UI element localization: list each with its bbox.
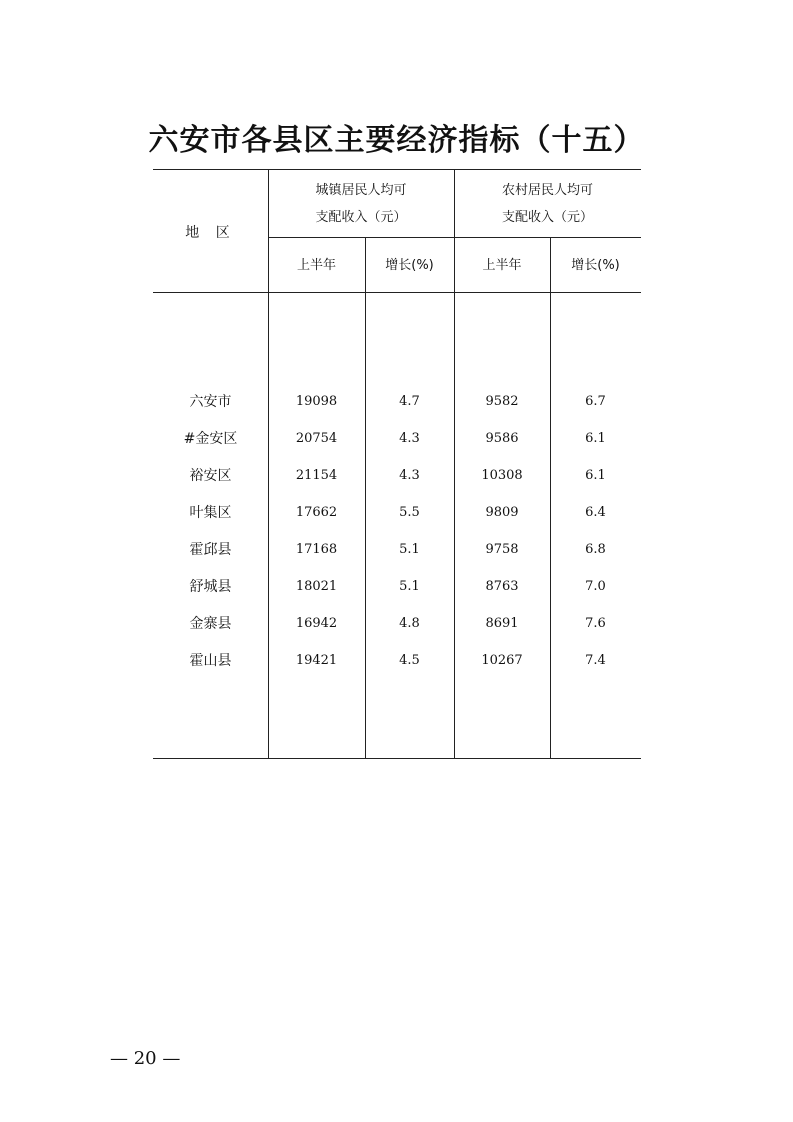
region-name: 裕安区 xyxy=(189,468,232,484)
table-row xyxy=(153,463,641,500)
region-name: #金安区 xyxy=(183,431,238,447)
urban-growth-value: 4.7 xyxy=(399,394,420,409)
rural-growth-value: 7.6 xyxy=(585,616,606,631)
urban-growth-value: 4.8 xyxy=(399,616,420,631)
rural-income-value: 9582 xyxy=(485,394,519,409)
rural-half-year-header: 上半年 xyxy=(482,258,522,273)
urban-income-value: 16942 xyxy=(295,616,338,631)
rural-growth-value: 6.1 xyxy=(585,468,606,483)
urban-income-value: 19098 xyxy=(295,394,338,409)
rural-growth-header: 增长(%) xyxy=(571,258,620,273)
rural-income-value: 9809 xyxy=(485,505,519,520)
urban-growth-value: 4.5 xyxy=(399,653,420,668)
urban-income-value: 17662 xyxy=(295,505,338,520)
rural-income-value: 8763 xyxy=(485,579,519,594)
table-row xyxy=(153,500,641,537)
region-name: 霍山县 xyxy=(189,653,232,669)
urban-income-value: 20754 xyxy=(295,431,338,446)
region-name: 霍邱县 xyxy=(189,542,232,558)
region-name: 六安市 xyxy=(189,394,232,410)
rural-growth-value: 6.8 xyxy=(585,542,606,557)
rural-growth-value: 6.1 xyxy=(585,431,606,446)
urban-income-header-line2: 支配收入（元） xyxy=(315,210,407,225)
region-name: 金寨县 xyxy=(189,616,232,632)
rural-income-value: 8691 xyxy=(485,616,519,631)
rural-income-header-line1: 农村居民人均可 xyxy=(501,183,593,198)
urban-income-header-line1: 城镇居民人均可 xyxy=(315,183,407,198)
urban-growth-value: 5.1 xyxy=(399,579,420,594)
page-number: — 20 — xyxy=(110,1048,181,1069)
urban-growth-value: 4.3 xyxy=(399,468,420,483)
rural-growth-value: 6.4 xyxy=(585,505,606,520)
urban-income-value: 18021 xyxy=(295,579,338,594)
rural-income-header-line2: 支配收入（元） xyxy=(501,210,593,225)
region-name: 舒城县 xyxy=(189,579,232,595)
region-column-header: 地 区 xyxy=(185,225,236,241)
rural-growth-value: 7.0 xyxy=(585,579,606,594)
table-row xyxy=(153,389,641,426)
rural-income-value: 10308 xyxy=(481,468,523,483)
urban-growth-value: 5.1 xyxy=(399,542,420,557)
region-name: 叶集区 xyxy=(189,505,232,521)
urban-growth-value: 5.5 xyxy=(399,505,420,520)
page-title: 六安市各县区主要经济指标（十五） xyxy=(148,123,645,158)
urban-growth-value: 4.3 xyxy=(399,431,420,446)
urban-income-value: 17168 xyxy=(295,542,338,557)
table-row xyxy=(153,426,641,463)
urban-growth-header: 增长(%) xyxy=(385,258,434,273)
economic-indicators-table xyxy=(153,169,641,759)
rural-growth-value: 7.4 xyxy=(585,653,606,668)
table-row xyxy=(153,648,641,685)
rural-income-value: 9758 xyxy=(485,542,519,557)
table-row xyxy=(153,537,641,574)
table-row xyxy=(153,611,641,648)
urban-income-value: 19421 xyxy=(295,653,338,668)
header-bottom-rule xyxy=(153,292,641,293)
header-divider xyxy=(268,237,641,238)
urban-income-value: 21154 xyxy=(295,468,338,483)
table-row xyxy=(153,574,641,611)
rural-income-value: 9586 xyxy=(485,431,519,446)
rural-income-value: 10267 xyxy=(481,653,523,668)
rural-growth-value: 6.7 xyxy=(585,394,606,409)
urban-half-year-header: 上半年 xyxy=(296,258,336,273)
